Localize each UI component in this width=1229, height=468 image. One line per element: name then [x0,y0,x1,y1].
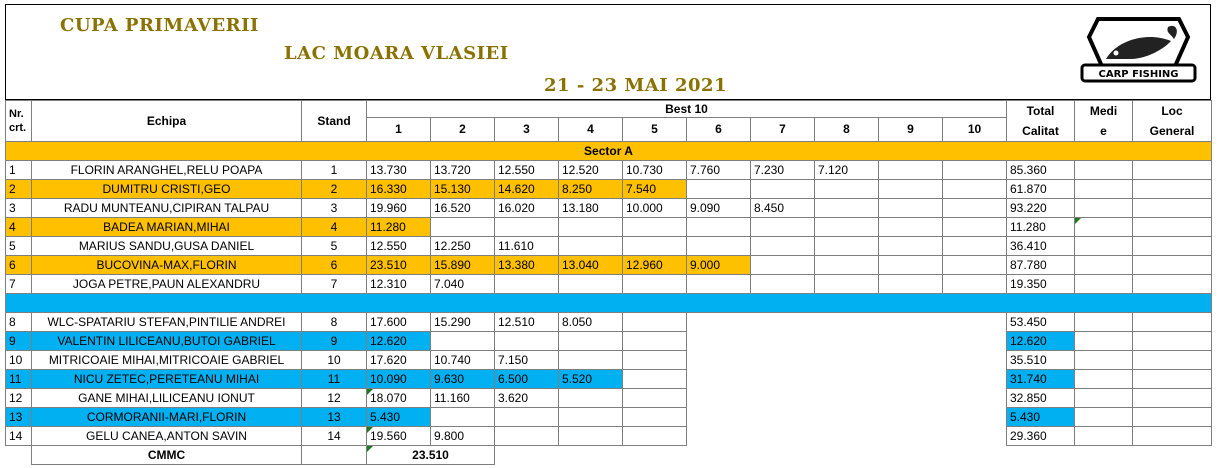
cmmc-value: 23.510 [367,446,495,465]
catch-7 [751,218,815,237]
catch-3: 11.610 [495,237,559,256]
row-medie [1075,427,1133,446]
catch-4 [559,427,623,446]
catch-col-8: 8 [815,118,879,142]
table-row [6,313,1212,332]
row-team: RADU MUNTEANU,CIPIRAN TALPAU [32,199,302,218]
separator-cell [6,294,1212,313]
catch-5: 7.540 [623,180,687,199]
row-loc [1133,237,1212,256]
catch-4: 8.250 [559,180,623,199]
catch-col-3: 3 [495,118,559,142]
header-panel [5,4,1211,100]
row-medie [1075,332,1133,351]
catch-1: 12.550 [367,237,431,256]
catch-4 [559,351,623,370]
catch-10 [943,275,1007,294]
row-loc [1133,351,1212,370]
catch-2: 9.630 [431,370,495,389]
row-loc [1133,370,1212,389]
separator-row [6,294,1212,313]
catch-5: 10.730 [623,161,687,180]
row-medie [1075,370,1133,389]
row-medie [1075,275,1133,294]
row-stand: 6 [302,256,367,275]
catch-3 [495,427,559,446]
catch-3: 3.620 [495,389,559,408]
row-total: 87.780 [1007,256,1075,275]
catch-8: 7.120 [815,161,879,180]
empty-area [687,313,1007,446]
row-stand: 5 [302,237,367,256]
catch-10 [943,218,1007,237]
catch-5: 12.960 [623,256,687,275]
cmmc-blank [6,446,32,465]
row-nr: 13 [6,408,32,427]
logo-text: CARP FISHING [1098,69,1179,80]
catch-2 [431,408,495,427]
catch-7 [751,237,815,256]
total-header: Total Calitat [1007,101,1075,142]
catch-4 [559,389,623,408]
row-total: 12.620 [1007,332,1075,351]
row-team: BUCOVINA-MAX,FLORIN [32,256,302,275]
catch-7: 8.450 [751,199,815,218]
catch-1: 19.960 [367,199,431,218]
nr-header: Nr. crt. [6,101,32,142]
row-nr: 5 [6,237,32,256]
row-stand: 4 [302,218,367,237]
catch-6: 9.000 [687,256,751,275]
catch-3: 7.150 [495,351,559,370]
table-row [6,370,1212,389]
row-total: 11.280 [1007,218,1075,237]
row-medie [1075,313,1133,332]
catch-1: 5.430 [367,408,431,427]
catch-1: 13.730 [367,161,431,180]
row-nr: 12 [6,389,32,408]
catch-col-4: 4 [559,118,623,142]
catch-2: 16.520 [431,199,495,218]
catch-3 [495,408,559,427]
catch-7 [751,256,815,275]
row-medie [1075,256,1133,275]
row-medie [1075,351,1133,370]
row-team: BADEA MARIAN,MIHAI [32,218,302,237]
sector-a-rows [6,161,1212,294]
row-medie [1075,161,1133,180]
row-medie [1075,218,1133,237]
row-total: 5.430 [1007,408,1075,427]
row-loc [1133,199,1212,218]
catch-1: 16.330 [367,180,431,199]
carp-fishing-logo-icon [1076,11,1201,93]
catch-8 [815,275,879,294]
results-table [5,100,1212,465]
catch-9 [879,180,943,199]
table-row [6,351,1212,370]
row-stand: 2 [302,180,367,199]
catch-10 [943,180,1007,199]
row-nr: 9 [6,332,32,351]
sector-b-rows [6,313,1212,446]
row-team: MITRICOAIE MIHAI,MITRICOAIE GABRIEL [32,351,302,370]
header-row-1 [6,101,1212,118]
row-nr: 6 [6,256,32,275]
catch-2 [431,218,495,237]
catch-col-10: 10 [943,118,1007,142]
echipa-header: Echipa [32,101,302,142]
catch-3 [495,218,559,237]
row-total: 32.850 [1007,389,1075,408]
catch-2: 11.160 [431,389,495,408]
row-loc [1133,218,1212,237]
catch-5 [623,389,687,408]
row-team: VALENTIN LILICEANU,BUTOI GABRIEL [32,332,302,351]
row-medie [1075,389,1133,408]
row-total: 53.450 [1007,313,1075,332]
table-row [6,256,1212,275]
catch-1: 18.070 [367,389,431,408]
cmmc-stand-blank [302,446,367,465]
table-row [6,218,1212,237]
catch-8 [815,180,879,199]
row-nr: 8 [6,313,32,332]
row-medie [1075,237,1133,256]
table-row [6,199,1212,218]
catch-1: 17.620 [367,351,431,370]
catch-3 [495,275,559,294]
row-total: 35.510 [1007,351,1075,370]
row-stand: 10 [302,351,367,370]
row-stand: 13 [302,408,367,427]
row-medie [1075,408,1133,427]
catch-col-2: 2 [431,118,495,142]
catch-4: 8.050 [559,313,623,332]
catch-3: 13.380 [495,256,559,275]
catch-10 [943,256,1007,275]
row-nr: 2 [6,180,32,199]
catch-6 [687,275,751,294]
table-row [6,408,1212,427]
catch-4: 12.520 [559,161,623,180]
competition-title: CUPA PRIMAVERII [60,15,259,36]
catch-2: 9.800 [431,427,495,446]
row-total: 93.220 [1007,199,1075,218]
catch-8 [815,237,879,256]
catch-4 [559,408,623,427]
row-loc [1133,427,1212,446]
row-team: WLC-SPATARIU STEFAN,PINTILIE ANDREI [32,313,302,332]
table-row [6,161,1212,180]
loc-header: Loc General [1133,101,1212,142]
sector-label: Sector A [6,142,1212,161]
catch-5 [623,313,687,332]
catch-2: 15.890 [431,256,495,275]
catch-5 [623,427,687,446]
catch-5: 10.000 [623,199,687,218]
table-row [6,389,1212,408]
catch-8 [815,256,879,275]
catch-4 [559,332,623,351]
catch-6: 7.760 [687,161,751,180]
row-stand: 3 [302,199,367,218]
row-team: GELU CANEA,ANTON SAVIN [32,427,302,446]
row-stand: 9 [302,332,367,351]
medie-header: Medi e [1075,101,1133,142]
catch-6 [687,180,751,199]
catch-2: 15.290 [431,313,495,332]
catch-2 [431,332,495,351]
row-nr: 7 [6,275,32,294]
catch-col-6: 6 [687,118,751,142]
sector-row [6,142,1212,161]
catch-7 [751,180,815,199]
row-total: 29.360 [1007,427,1075,446]
table-row [6,275,1212,294]
catch-10 [943,199,1007,218]
row-loc [1133,275,1212,294]
row-stand: 7 [302,275,367,294]
table-row [6,427,1212,446]
row-total: 85.360 [1007,161,1075,180]
catch-2: 7.040 [431,275,495,294]
row-loc [1133,161,1212,180]
row-loc [1133,256,1212,275]
row-loc [1133,313,1212,332]
table-row [6,180,1212,199]
catch-col-1: 1 [367,118,431,142]
catch-5 [623,351,687,370]
row-nr: 10 [6,351,32,370]
cmmc-row [6,446,1212,465]
row-nr: 3 [6,199,32,218]
row-team: NICU ZETEC,PERETEANU MIHAI [32,370,302,389]
catch-5 [623,332,687,351]
dates-title: 21 - 23 MAI 2021 [544,75,728,96]
catch-col-9: 9 [879,118,943,142]
row-team: CORMORANII-MARI,FLORIN [32,408,302,427]
catch-2: 13.720 [431,161,495,180]
catch-4: 13.180 [559,199,623,218]
catch-1: 11.280 [367,218,431,237]
row-team: DUMITRU CRISTI,GEO [32,180,302,199]
cmmc-label: CMMC [32,446,302,465]
catch-6: 9.090 [687,199,751,218]
row-medie [1075,180,1133,199]
catch-10 [943,161,1007,180]
catch-9 [879,237,943,256]
catch-3: 12.510 [495,313,559,332]
catch-5 [623,370,687,389]
catch-1: 23.510 [367,256,431,275]
row-nr: 14 [6,427,32,446]
catch-2: 15.130 [431,180,495,199]
row-medie [1075,199,1133,218]
row-total: 61.870 [1007,180,1075,199]
catch-4 [559,275,623,294]
row-stand: 11 [302,370,367,389]
catch-5 [623,408,687,427]
row-total: 19.350 [1007,275,1075,294]
row-stand: 14 [302,427,367,446]
catch-3: 6.500 [495,370,559,389]
catch-7: 7.230 [751,161,815,180]
catch-3: 14.620 [495,180,559,199]
lake-title: LAC MOARA VLASIEI [284,43,509,64]
catch-1: 12.310 [367,275,431,294]
row-stand: 8 [302,313,367,332]
catch-5 [623,218,687,237]
row-loc [1133,332,1212,351]
catch-7 [751,275,815,294]
row-loc [1133,180,1212,199]
catch-8 [815,199,879,218]
catch-3: 16.020 [495,199,559,218]
catch-4 [559,218,623,237]
row-nr: 11 [6,370,32,389]
catch-4 [559,237,623,256]
catch-6 [687,237,751,256]
catch-3 [495,332,559,351]
row-team: GANE MIHAI,LILICEANU IONUT [32,389,302,408]
table-row [6,332,1212,351]
row-stand: 12 [302,389,367,408]
catch-1: 17.600 [367,313,431,332]
catch-2: 12.250 [431,237,495,256]
catch-1: 10.090 [367,370,431,389]
row-team: MARIUS SANDU,GUSA DANIEL [32,237,302,256]
row-total: 31.740 [1007,370,1075,389]
catch-10 [943,237,1007,256]
catch-6 [687,218,751,237]
row-team: FLORIN ARANGHEL,RELU POAPA [32,161,302,180]
cmmc-trailing-blank [495,446,1212,465]
catch-4: 13.040 [559,256,623,275]
row-team: JOGA PETRE,PAUN ALEXANDRU [32,275,302,294]
catch-1: 19.560 [367,427,431,446]
row-total: 36.410 [1007,237,1075,256]
catch-8 [815,218,879,237]
catch-5 [623,237,687,256]
catch-9 [879,275,943,294]
row-nr: 1 [6,161,32,180]
catch-1: 12.620 [367,332,431,351]
catch-col-5: 5 [623,118,687,142]
catch-9 [879,161,943,180]
row-loc [1133,408,1212,427]
stand-header: Stand [302,101,367,142]
catch-9 [879,256,943,275]
row-nr: 4 [6,218,32,237]
row-stand: 1 [302,161,367,180]
best10-header: Best 10 [367,101,1007,118]
catch-9 [879,199,943,218]
row-loc [1133,389,1212,408]
catch-5 [623,275,687,294]
catch-9 [879,218,943,237]
table-row [6,237,1212,256]
catch-col-7: 7 [751,118,815,142]
catch-3: 12.550 [495,161,559,180]
catch-4: 5.520 [559,370,623,389]
catch-2: 10.740 [431,351,495,370]
